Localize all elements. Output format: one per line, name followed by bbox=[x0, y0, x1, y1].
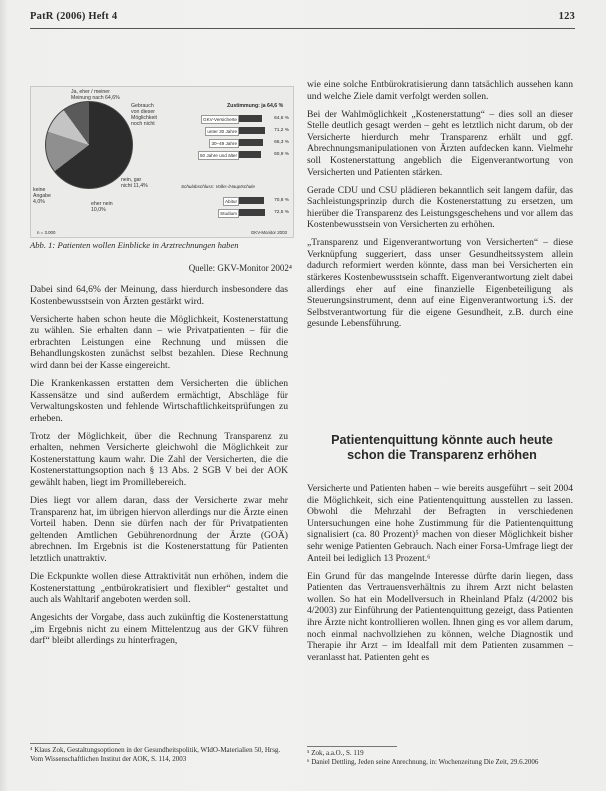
figure-note: n = 3.000 bbox=[37, 230, 56, 235]
right-column-lower bbox=[307, 483, 573, 670]
bar-row bbox=[149, 139, 289, 146]
paragraph: Bei der Wahlmöglichkeit „Kostenerstattung“ – dies soll an dieser Stelle deutlich gesagt werden – geht es letztlich nicht darum, ob der Versicherte hierdurch mehr Transparenz erhält und ggf. Abrechnungsmanipulationen von Ärzten aufdecken kann. Vielmehr soll Kostenerstattung angeblich die Eigenverantwortung von Versicherten und Patienten stärken. bbox=[307, 108, 573, 178]
figure-source: Quelle: GKV-Monitor 2002⁴ bbox=[188, 263, 292, 273]
figure-caption: Abb. 1: Patienten wollen Einblicke in Arztrechnungen haben bbox=[30, 240, 239, 250]
footnote: ⁵ Zok, a.a.O., S. 119 bbox=[307, 749, 364, 757]
paragraph: Versicherte und Patienten haben – wie bereits ausgeführt – seit 2004 die Möglichkeit, sich eine Patientenquittung ausstellen zu lassen. Obwohl die Mehrzahl der Befragten in verschiedenen Untersuchungen eine hohe Zustimmung für die Patientenquittung signalisiert (ca. 80 Prozent)⁵ machen von dieser Möglichkeit bisher sehr wenige Patienten Gebrauch. Nach einer Forsa-Umfrage liegt der Anteil bei lediglich 13 Prozent.⁶ bbox=[307, 483, 573, 564]
bar-row bbox=[149, 197, 289, 204]
paragraph: Ein Grund für das mangelnde Interesse dürfte darin liegen, dass Patienten das Vertrauensverhältnis zu ihrem Arzt nicht belasten wollen. So hat ein Modellversuch in Rheinland Pfalz (4/2002 bis 4/2003) zur Einführung der Patientenquittung gezeigt, dass Patienten ihre Ärzte nicht kontrollieren wollen. Ihnen ging es vor allem darum, noch einmal nachvollziehen zu können, welche Diagnostik und Therapie ihr Arzt – im Idealfall mit dem Patienten zusammen – veranlasst hat. Patienten geht es bbox=[307, 570, 573, 663]
bar bbox=[239, 151, 261, 158]
bar bbox=[239, 115, 262, 122]
paragraph: Dies liegt vor allem daran, dass der Versicherte zwar mehr Transparenz hat, im übrigen hiervon allerdings nur die Ärzte einen Vorteil haben. Denn sie dürfen nach der für Privatpatienten geltenden Amtlichen Gebührenordnung der Ärzte (GOÄ) abrechnen. Im Ergebnis ist die Kostenerstattung für Patienten letztlich unattraktiv. bbox=[30, 495, 288, 565]
bars-heading: Zustimmung: ja 64,6 % bbox=[227, 103, 284, 109]
bar-label: unter 30 Jahre bbox=[207, 129, 237, 134]
paragraph: Angesichts der Vorgabe, dass auch zukünftig die Kostenerstattung „im Ergebnis nicht zu einem Mittelentzug aus der GKV führen darf“ bleibt allerdings zu hinterfragen, bbox=[30, 612, 288, 647]
bars-subheading: Schulabschluss: Volks-/Hauptschule bbox=[181, 184, 255, 189]
pie-label: Gebrauch von dieser Möglichkeit noch nicht bbox=[131, 103, 157, 127]
bar-label: GKV-Versicherte bbox=[203, 117, 237, 122]
figure bbox=[30, 86, 294, 238]
paragraph: Dabei sind 64,6% der Meinung, dass hierdurch insbesondere das Kostenbewusstsein von Ärzten gestärkt wird. bbox=[30, 284, 288, 307]
figure-credit: GKV-Monitor 2003 bbox=[250, 230, 287, 235]
pie-label: keine Angabe 4,0% bbox=[33, 187, 51, 205]
bar bbox=[239, 127, 265, 134]
footnote-rule bbox=[307, 746, 397, 747]
paragraph: Trotz der Möglichkeit, über die Rechnung Transparenz zu erhalten, nehmen Versicherte gleichwohl die Möglichkeit zur Kostenerstattung kaum wahr. Die Zahl der Versicherten, die die Kostenerstattungsoption nach § 13 Abs. 2 SGB V bei der AOK gewählt haben, liegt im Promillebereich. bbox=[30, 430, 288, 489]
bar-value-label: 66,3 % bbox=[274, 140, 289, 145]
page-header bbox=[30, 11, 575, 25]
bar-label: Abitur bbox=[224, 199, 237, 204]
bar-row bbox=[149, 127, 289, 134]
bar-label: 30–49 Jahre bbox=[211, 141, 237, 146]
page-number: 123 bbox=[558, 11, 575, 22]
paragraph: Die Eckpunkte wollen diese Attraktivität nun erhöhen, indem die Kostenerstattung „entbürokratisiert und flexibler“ gestaltet und auch als Wahltarif angeboten werden soll. bbox=[30, 571, 288, 606]
bar-value-label: 71,2 % bbox=[274, 128, 289, 133]
bar-row bbox=[149, 209, 289, 216]
footnote-rule bbox=[30, 743, 120, 744]
paragraph: Versicherte haben schon heute die Möglichkeit, Kostenerstattung zu wählen. Sie erhalten dann – wie Privatpatienten – für die erbrachten Leistungen eine Rechnung und müssen die Behandlungskosten zunächst selbst bezahlen. Diese Rechnung wird dann bei der Kasse eingereicht. bbox=[30, 313, 288, 371]
header-rule bbox=[30, 28, 575, 29]
footnote: ⁴ Klaus Zok, Gestaltungsoptionen in der Gesundheitspolitik, WIdO-Materialien 50, Hrsg. Vom Wissenschaftlichen Institut der AOK, S. 114, 2003 bbox=[30, 746, 281, 763]
bar-row bbox=[149, 115, 289, 122]
bar-value-label: 64,6 % bbox=[274, 116, 289, 121]
bar-value-label: 72,5 % bbox=[274, 210, 289, 215]
bar-label: 50 Jahre und älter bbox=[199, 153, 237, 158]
bar bbox=[239, 197, 264, 204]
left-column bbox=[30, 284, 288, 653]
pie-chart bbox=[45, 101, 133, 189]
bar-value-label: 60,9 % bbox=[274, 152, 289, 157]
pie-label: nein, gar nicht 11,4% bbox=[121, 177, 148, 189]
paragraph: Die Krankenkassen erstatten dem Versicherten die üblichen Kassensätze und sind außerdem ermächtigt, Abschläge für Verwaltungskosten und fehlende Wirtschaftlichkeitsprüfungen zu erheben. bbox=[30, 377, 288, 424]
right-column bbox=[307, 79, 573, 336]
bar-row bbox=[149, 151, 289, 158]
paragraph: wie eine solche Entbürokratisierung dann tatsächlich aussehen kann und welche Ziele damit verfolgt werden sollen. bbox=[307, 79, 573, 102]
paragraph: „Transparenz und Eigenverantwortung von Versicherten“ – diese Verknüpfung suggeriert, dass unser Gesundheitssystem allein dadurch reformiert werden könnte, dass man bei Versicherten ein stärkeres Kostenbewusstsein schafft. Eigenverantwortung zielt dabei allerdings eher auf eine finanzielle Eigenbeteiligung als Steuerungsinstrument, denn auf eine Eigenverantwortung i.S. der Selbstverantwortung für die eigene Gesundheit, z.B. durch eine gesunde Lebensführung. bbox=[307, 237, 573, 330]
section-heading: Patientenquittung könnte auch heute schon die Transparenz erhöhen bbox=[331, 433, 553, 462]
pie-label: Ja, eher / meiner Meinung nach 64,6% bbox=[71, 89, 120, 101]
bar bbox=[239, 209, 265, 216]
bar-label: Studium bbox=[220, 211, 237, 216]
paragraph: Gerade CDU und CSU plädieren bekanntlich seit langem dafür, das Sachleistungsprinzip durch die Kostenerstattung zu ersetzen, um hierüber die Transparenz des Leistungsgeschehens und vor allem das Kostenbewusstsein von Versicherten zu erhöhen. bbox=[307, 184, 573, 231]
bar bbox=[239, 139, 263, 146]
pie-label: eher nein 10,0% bbox=[91, 201, 113, 213]
journal-title: PatR (2006) Heft 4 bbox=[30, 11, 118, 22]
bar-value-label: 70,8 % bbox=[274, 198, 289, 203]
footnote: ⁶ Daniel Dettling, Jeden seine Anrechnung, in: Wochenzeitung Die Zeit, 29.6.2006 bbox=[307, 758, 539, 766]
